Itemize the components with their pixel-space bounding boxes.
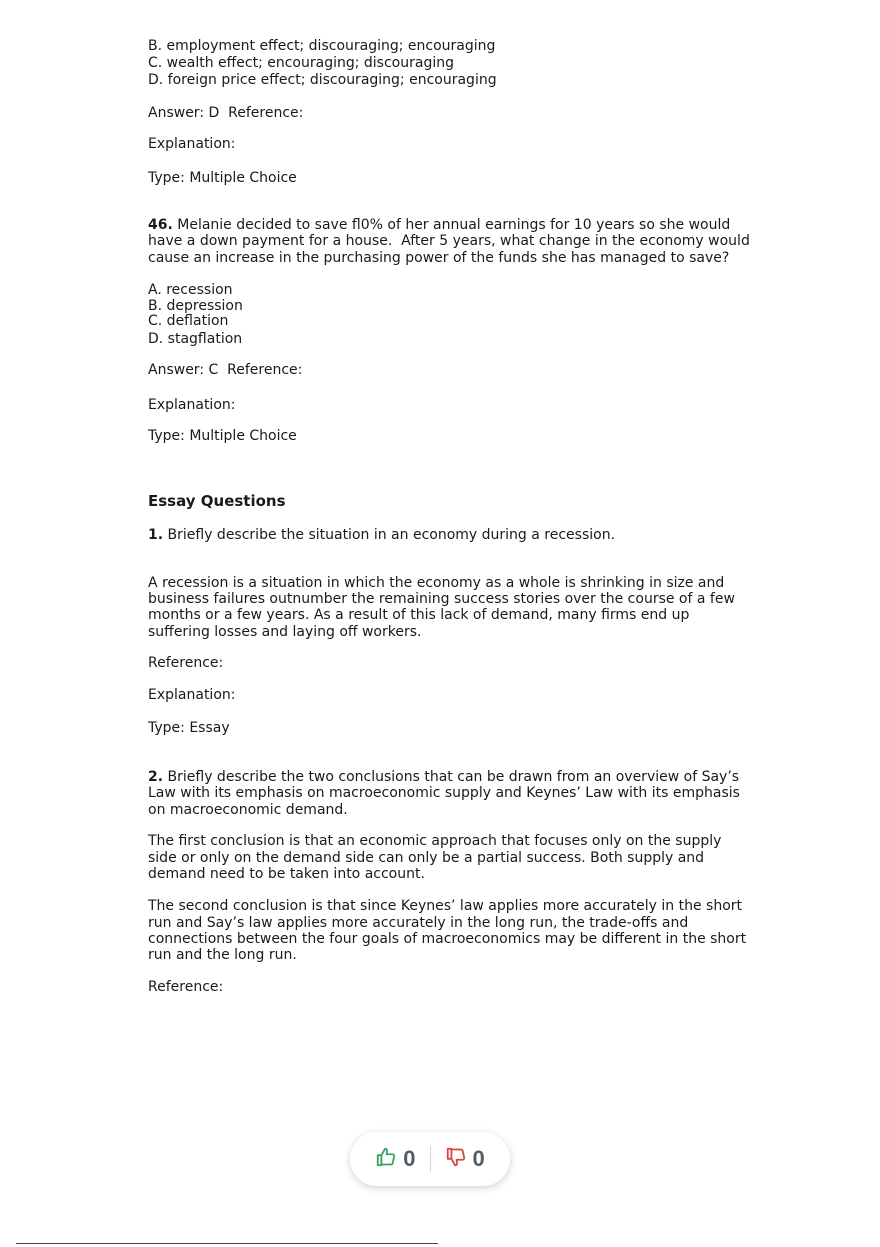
q46-question-line1 (148, 217, 730, 233)
essay-heading: Essay Questions (148, 492, 286, 510)
essay-q2-reference: Reference: (148, 979, 224, 995)
essay-q2-para1-line1: The first conclusion is that an economic approach that focuses only on the supply (148, 833, 722, 849)
upvote-count: 0 (403, 1146, 416, 1171)
essay-q1-text: Briefly describe the situation in an economy during a recession. (163, 527, 616, 543)
essay-q1-answer-line2: business failures outnumber the remaining success stories over the course of a few (148, 591, 735, 607)
q46-text-line1: Melanie decided to save fl0% of her annual earnings for 10 years so she would (172, 217, 731, 233)
q45-type: Type: Multiple Choice (148, 170, 297, 186)
vote-bar (350, 1132, 510, 1186)
essay-q2-para2-line1: The second conclusion is that since Keynes’ law applies more accurately in the short (148, 898, 743, 914)
essay-q2-para2-line4: run and the long run. (148, 947, 297, 963)
essay-q2-question-line2: Law with its emphasis on macroeconomic supply and Keynes’ Law with its emphasis (148, 785, 740, 801)
q45-option-d: D. foreign price effect; discouraging; encouraging (148, 72, 497, 88)
essay-q1-type: Type: Essay (148, 720, 230, 736)
essay-q2-para1-line2: side or only on the demand side can only be a partial success. Both supply and (148, 850, 705, 866)
q46-option-d: D. stagflation (148, 331, 243, 347)
q46-question-line3: cause an increase in the purchasing power of the funds she has managed to save? (148, 250, 730, 266)
essay-q2-para2-line3: connections between the four goals of macroeconomics may be different in the short (148, 931, 747, 947)
essay-q2-number: 2. (148, 769, 164, 785)
essay-q2-para1-line3: demand need to be taken into account. (148, 866, 425, 882)
thumbs-up-icon (375, 1146, 397, 1172)
q46-option-b: B. depression (148, 298, 243, 314)
q46-option-c: C. deflation (148, 313, 229, 329)
q45-option-c: C. wealth effect; encouraging; discouraging (148, 55, 454, 71)
q46-question-line2: have a down payment for a house. After 5 years, what change in the economy would (148, 233, 750, 249)
q46-number: 46. (148, 217, 173, 233)
essay-q2-text-line1: Briefly describe the two conclusions that can be drawn from an overview of Say’s (163, 769, 740, 785)
essay-q2-question-line3: on macroeconomic demand. (148, 802, 348, 818)
q46-explanation: Explanation: (148, 397, 236, 413)
downvote-button[interactable] (431, 1146, 499, 1172)
essay-q2-question-line1 (148, 769, 739, 785)
q46-type: Type: Multiple Choice (148, 428, 297, 444)
thumbs-down-icon (445, 1146, 467, 1172)
q45-explanation: Explanation: (148, 136, 236, 152)
footnote-divider (16, 1243, 438, 1244)
downvote-count: 0 (472, 1146, 485, 1171)
essay-q1-number: 1. (148, 527, 164, 543)
essay-q1-question (148, 527, 615, 543)
q45-option-b: B. employment effect; discouraging; encouraging (148, 38, 496, 54)
essay-q1-answer-line4: suffering losses and laying off workers. (148, 624, 422, 640)
q45-answer: Answer: D Reference: (148, 105, 304, 121)
essay-q2-para2-line2: run and Say’s law applies more accurately in the long run, the trade-offs and (148, 915, 689, 931)
essay-q1-reference: Reference: (148, 655, 224, 671)
essay-q1-answer-line3: months or a few years. As a result of this lack of demand, many firms end up (148, 607, 690, 623)
q46-option-a: A. recession (148, 282, 233, 298)
essay-q1-answer-line1: A recession is a situation in which the economy as a whole is shrinking in size and (148, 575, 725, 591)
essay-q1-explanation: Explanation: (148, 687, 236, 703)
q46-answer: Answer: C Reference: (148, 362, 303, 378)
upvote-button[interactable] (361, 1146, 429, 1172)
